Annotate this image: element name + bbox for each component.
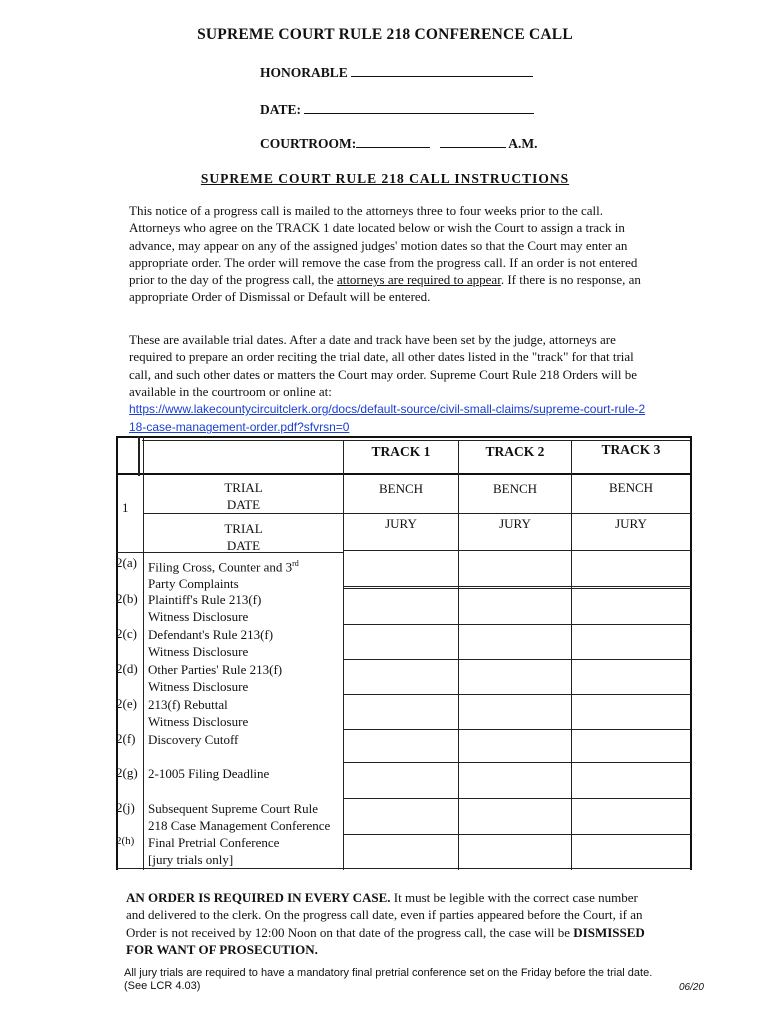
row-2h-label: Final Pretrial Conference [jury trials only] bbox=[148, 835, 280, 867]
track-1-header: TRACK 1 bbox=[371, 444, 431, 459]
row-2e-label: 213(f) Rebuttal Witness Disclosure bbox=[148, 697, 249, 729]
track-1-bench: BENCH bbox=[378, 481, 424, 496]
time-blank[interactable] bbox=[440, 135, 506, 148]
row-2g-number: 2(g) bbox=[116, 765, 138, 780]
row-2b-number: 2(b) bbox=[116, 591, 138, 606]
revision-date: 06/20 bbox=[678, 982, 704, 993]
instructions-title: SUPREME COURT RULE 218 CALL INSTRUCTIONS bbox=[200, 171, 570, 186]
track-1-jury: JURY bbox=[385, 516, 417, 531]
row-2a-label: Filing Cross, Counter and 3rd Party Complaints bbox=[148, 559, 299, 592]
courtroom-line bbox=[260, 135, 538, 152]
date-blank[interactable] bbox=[304, 101, 534, 114]
honorable-blank[interactable] bbox=[351, 64, 533, 77]
jury-footnote: All jury trials are required to have a mandatory final pretrial conference set on the Friday before the trial date. (See LCR 4.03) bbox=[124, 967, 653, 992]
track-2-bench: BENCH bbox=[492, 481, 538, 496]
row-2b-label: Plaintiff's Rule 213(f) Witness Disclosure bbox=[148, 592, 262, 624]
honorable-line bbox=[260, 64, 533, 81]
row-2f-number: 2(f) bbox=[116, 731, 136, 746]
honorable-label: HONORABLE bbox=[260, 65, 348, 80]
row-2c-label: Defendant's Rule 213(f) Witness Disclosure bbox=[148, 627, 274, 659]
row-2a-number: 2(a) bbox=[116, 555, 137, 570]
attorneys-required-text: attorneys are required to appear bbox=[336, 272, 501, 288]
am-label: A.M. bbox=[508, 136, 538, 151]
instructions-paragraph-2: These are available trial dates. After a date and track have been set by the judge, attorneys are required to prepare an order reciting the trial date, all other dates listed in the "track" for that trial call, and such other dates or matters the Court may order. Supreme Court Rule 218 Orders will be available in the courtroom or online at: https://www.lakecountycircuitclerk.org/docs/default-source/civil-small-claims/supreme-court-rule-218-case-management-order.pdf?sfvrsn=0 bbox=[129, 332, 646, 435]
trial-date-jury-label: TRIAL DATE bbox=[224, 521, 263, 553]
row-2c-number: 2(c) bbox=[116, 626, 137, 641]
instructions-paragraph-1: This notice of a progress call is mailed to the attorneys three to four weeks prior to the call. Attorneys who agree on the TRACK 1 date located below or wish the Court to assign a track in advance, may appear on any of the assigned judges' motion dates so that the Court may enter an appropriate order. The order will remove the case from the progress call. If an order is not entered prior to the day of the progress call, the attorneys are required to appear. If there is no response, an appropriate Order of Dismissal or Default will be entered. bbox=[129, 203, 641, 305]
order-pdf-link[interactable]: https://www.lakecountycircuitclerk.org/docs/default-source/civil-small-claims/supreme-court-rule-218-case-management-order.pdf?sfvrsn=0 bbox=[129, 402, 646, 435]
row-2h-number: 2(h) bbox=[116, 835, 135, 847]
row-2j-label: Subsequent Supreme Court Rule 218 Case Management Conference bbox=[148, 801, 331, 833]
date-line bbox=[260, 101, 534, 118]
track-3-bench: BENCH bbox=[608, 480, 654, 495]
row-2d-number: 2(d) bbox=[116, 661, 138, 676]
track-3-jury: JURY bbox=[615, 516, 647, 531]
track-2-header: TRACK 2 bbox=[485, 444, 545, 459]
trial-date-bench-label: TRIAL DATE bbox=[224, 480, 263, 512]
row-2f-label: Discovery Cutoff bbox=[148, 732, 239, 747]
track-schedule-table bbox=[116, 436, 692, 870]
row-2j-number: 2(j) bbox=[116, 800, 135, 815]
track-3-header: TRACK 3 bbox=[601, 442, 661, 457]
courtroom-label: COURTROOM: bbox=[260, 136, 357, 151]
date-label: DATE: bbox=[260, 102, 302, 117]
courtroom-blank[interactable] bbox=[356, 135, 430, 148]
row-1-number: 1 bbox=[122, 500, 129, 515]
row-2e-number: 2(e) bbox=[116, 696, 137, 711]
document-title: SUPREME COURT RULE 218 CONFERENCE CALL bbox=[197, 26, 573, 43]
row-2d-label: Other Parties' Rule 213(f) Witness Disclosure bbox=[148, 662, 283, 694]
track-2-jury: JURY bbox=[499, 516, 531, 531]
order-required-notice: AN ORDER IS REQUIRED IN EVERY CASE. It must be legible with the correct case number and delivered to the clerk. On the progress call date, even if parties appeared before the Court, if an Order is not received by 12:00 Noon on that date of the progress call, the case will be DISMISSED FOR WANT OF PROSECUTION. bbox=[126, 890, 645, 957]
row-2g-label: 2-1005 Filing Deadline bbox=[148, 766, 270, 781]
